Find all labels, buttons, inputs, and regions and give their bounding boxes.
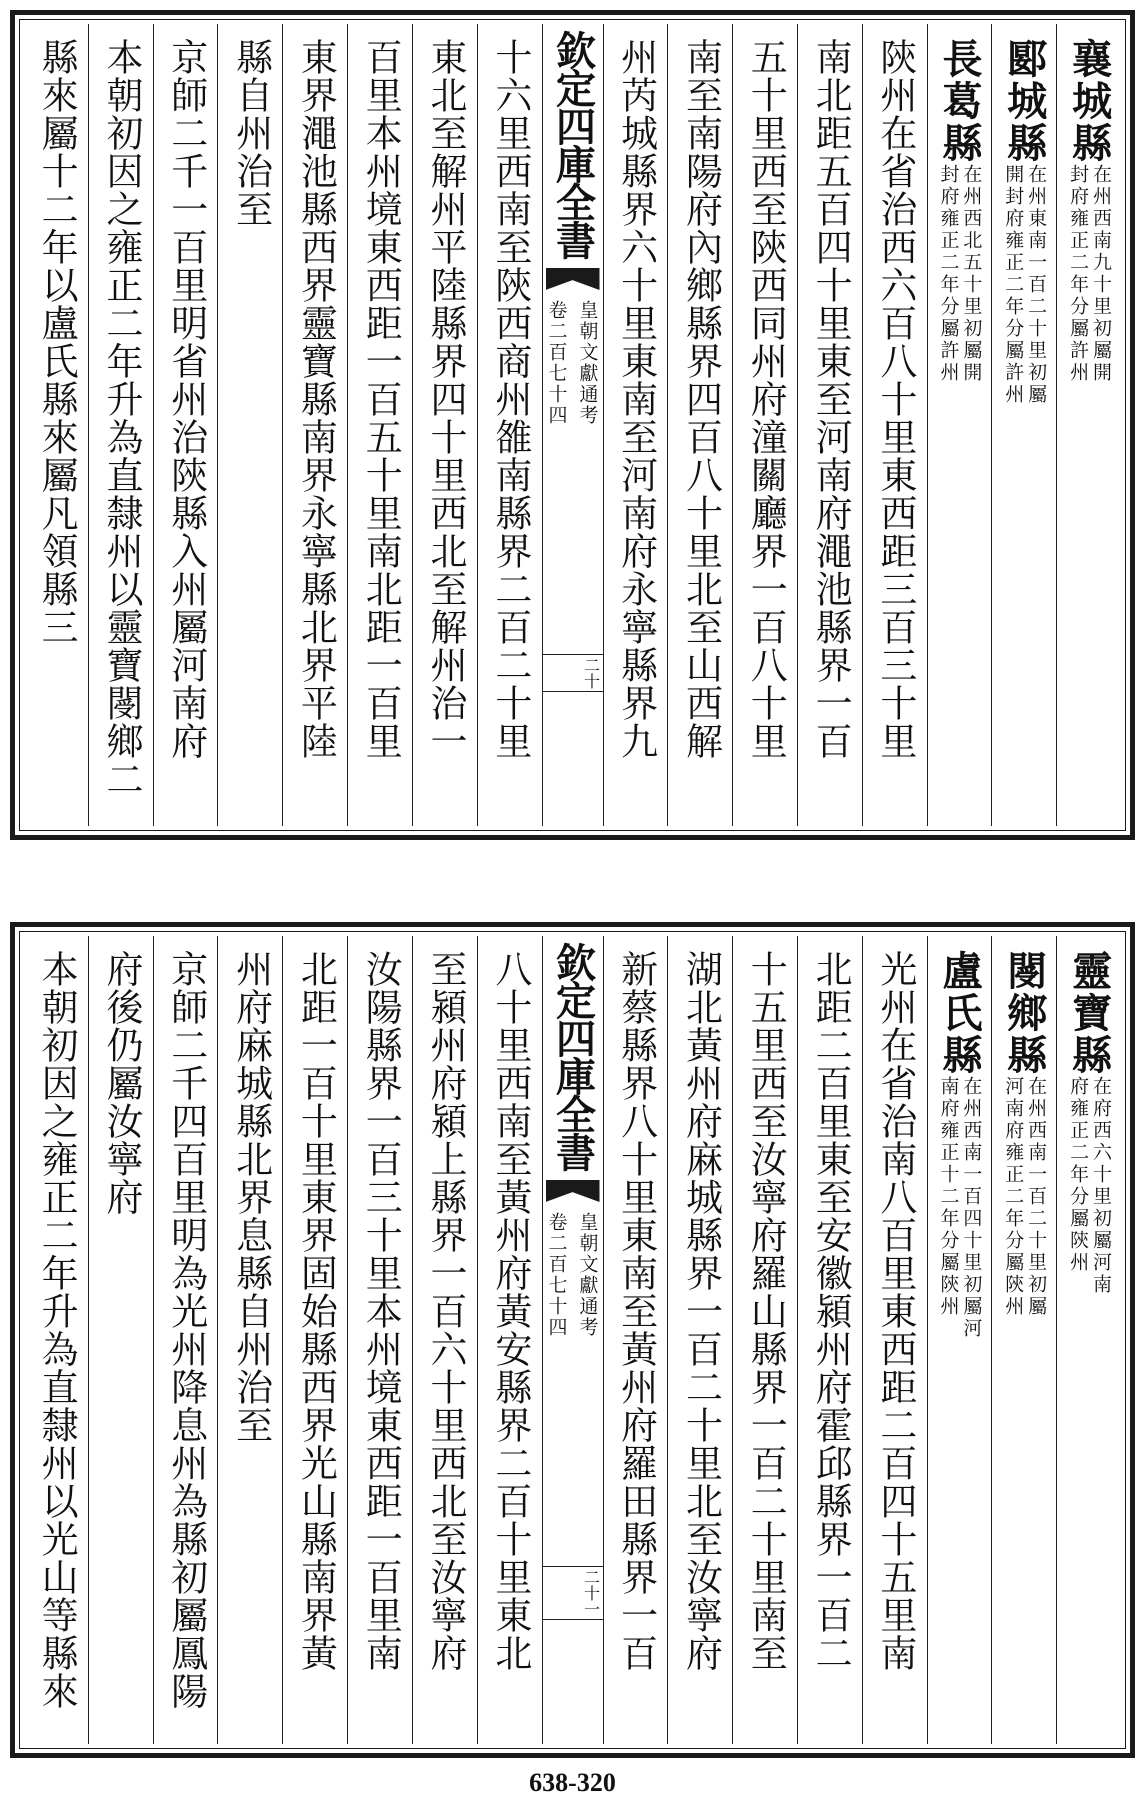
column-text: 府後仍屬汝寧府 xyxy=(99,950,143,1216)
center-subtitle-left: 卷二百七十四 xyxy=(545,300,568,426)
county-entry xyxy=(928,950,992,1636)
column-text: 州府麻城縣北界息縣自州治至 xyxy=(229,950,273,1444)
column-text: 東北至解州平陸縣界四十里西北至解州治一 xyxy=(424,38,468,760)
annotation-line-right: 在州西北五十里初屬開 xyxy=(960,164,983,384)
text-column xyxy=(283,24,348,826)
text-column xyxy=(218,24,283,826)
county-entry xyxy=(992,38,1056,724)
county-entry xyxy=(992,950,1056,1636)
text-column xyxy=(668,24,733,826)
lower-right-half xyxy=(604,936,1122,1744)
folio-marker: 二十一 xyxy=(543,1566,603,1620)
annotation-line-left: 南府雍正十二年分屬陝州 xyxy=(937,1076,960,1318)
text-column xyxy=(604,936,669,1744)
county-entry xyxy=(928,38,992,724)
text-column xyxy=(928,936,993,1744)
text-column xyxy=(798,936,863,1744)
column-text: 北距二百里東至安徽潁州府霍邱縣界一百二 xyxy=(809,950,853,1672)
annotation-line-right: 在州西南九十里初屬開 xyxy=(1089,164,1112,384)
county-entry xyxy=(1057,950,1121,1636)
text-column xyxy=(413,936,478,1744)
text-column xyxy=(733,936,798,1744)
column-text: 陝州在省治西六百八十里東西距三百三十里 xyxy=(873,38,917,760)
column-text: 南至南陽府內鄉縣界四百八十里北至山西解 xyxy=(679,38,723,760)
column-text: 北距一百十里東界固始縣西界光山縣南界黃 xyxy=(294,950,338,1672)
annotation xyxy=(1067,164,1111,724)
annotation xyxy=(1067,1076,1111,1636)
annotation-line-right: 在府西六十里初屬河南 xyxy=(1089,1076,1112,1296)
column-text: 京師二千四百里明為光州降息州為縣初屬鳳陽 xyxy=(164,950,208,1710)
annotation-line-left: 封府雍正二年分屬許州 xyxy=(937,164,960,384)
annotation-line-right: 在州西南一百四十里初屬河 xyxy=(960,1076,983,1340)
book-title: 欽定四庫全書 xyxy=(549,30,597,258)
annotation-line-left: 府雍正二年分屬陝州 xyxy=(1067,1076,1090,1274)
folio-marker: 二十 xyxy=(543,654,603,692)
text-column xyxy=(733,24,798,826)
column-text: 新蔡縣界八十里東南至黃州府羅田縣界一百 xyxy=(614,950,658,1672)
upper-left-half xyxy=(24,24,542,826)
text-column xyxy=(413,24,478,826)
column-text: 八十里西南至黃州府黃安縣界二百十里東北 xyxy=(488,950,532,1672)
center-subtitle-right: 皇朝文獻通考 xyxy=(576,300,599,426)
text-column xyxy=(348,24,413,826)
column-text: 光州在省治南八百里東西距二百四十五里南 xyxy=(873,950,917,1672)
fishtail-ornament xyxy=(546,268,600,290)
text-column xyxy=(992,24,1057,826)
upper-page-body xyxy=(24,24,1121,826)
page-number: 638-320 xyxy=(529,1768,616,1797)
text-column xyxy=(348,936,413,1744)
county-name: 閿鄉縣 xyxy=(1000,950,1048,1076)
text-column xyxy=(1057,936,1121,1744)
text-column xyxy=(154,24,219,826)
column-text: 五十里西至陝西同州府潼關廳界一百八十里 xyxy=(744,38,788,760)
text-column xyxy=(478,936,542,1744)
column-text: 縣來屬十二年以盧氏縣來屬凡領縣三 xyxy=(35,38,79,646)
upper-right-half xyxy=(604,24,1122,826)
county-name: 長葛縣 xyxy=(935,38,983,164)
text-column xyxy=(992,936,1057,1744)
column-text: 百里本州境東西距一百五十里南北距一百里 xyxy=(359,38,403,760)
center-subtitle xyxy=(544,1212,602,1338)
annotation-line-left: 封府雍正二年分屬許州 xyxy=(1067,164,1090,384)
text-column xyxy=(863,24,928,826)
text-column xyxy=(218,936,283,1744)
text-column xyxy=(863,936,928,1744)
column-text: 本朝初因之雍正二年升為直隸州以光山等縣來 xyxy=(35,950,79,1710)
column-text: 縣自州治至 xyxy=(229,38,273,228)
text-column xyxy=(89,24,154,826)
county-name: 郾城縣 xyxy=(1000,38,1048,164)
column-text: 州芮城縣界六十里東南至河南府永寧縣界九 xyxy=(614,38,658,760)
lower-left-half xyxy=(24,936,542,1744)
annotation xyxy=(938,164,982,724)
annotation-line-left: 河南府雍正二年分屬陝州 xyxy=(1002,1076,1025,1318)
county-name: 靈寶縣 xyxy=(1065,950,1113,1076)
book-title: 欽定四庫全書 xyxy=(549,942,597,1170)
text-column xyxy=(89,936,154,1744)
column-text: 汝陽縣界一百三十里本州境東西距一百里南 xyxy=(359,950,403,1672)
lower-page-body xyxy=(24,936,1121,1744)
text-column xyxy=(668,936,733,1744)
annotation-line-left: 開封府雍正二年分屬許州 xyxy=(1002,164,1025,406)
text-column xyxy=(154,936,219,1744)
annotation xyxy=(1002,1076,1046,1636)
column-text: 十六里西南至陝西商州雒南縣界二百二十里 xyxy=(488,38,532,760)
annotation-line-right: 在州東南一百二十里初屬 xyxy=(1025,164,1048,406)
text-column xyxy=(478,24,542,826)
county-entry xyxy=(1057,38,1121,724)
column-text: 至潁州府潁上縣界一百六十里西北至汝寧府 xyxy=(424,950,468,1672)
text-column xyxy=(24,936,89,1744)
column-text: 京師二千一百里明省州治陝縣入州屬河南府 xyxy=(164,38,208,760)
column-text: 十五里西至汝寧府羅山縣界一百二十里南至 xyxy=(744,950,788,1672)
county-name: 盧氏縣 xyxy=(935,950,983,1076)
text-column xyxy=(283,936,348,1744)
center-subtitle-left: 卷二百七十四 xyxy=(545,1212,568,1338)
center-subtitle xyxy=(544,300,602,426)
annotation xyxy=(938,1076,982,1636)
upper-page xyxy=(10,10,1135,840)
column-text: 本朝初因之雍正二年升為直隸州以靈寶閿鄉二 xyxy=(99,38,143,798)
column-text: 湖北黃州府麻城縣界一百二十里北至汝寧府 xyxy=(679,950,723,1672)
county-name: 襄城縣 xyxy=(1065,38,1113,164)
text-column xyxy=(798,24,863,826)
column-text: 南北距五百四十里東至河南府澠池縣界一百 xyxy=(809,38,853,760)
column-text: 東界澠池縣西界靈寶縣南界永寧縣北界平陸 xyxy=(294,38,338,760)
text-column xyxy=(604,24,669,826)
lower-center-column xyxy=(542,936,604,1744)
text-column xyxy=(1057,24,1121,826)
fishtail-ornament xyxy=(546,1180,600,1202)
text-column xyxy=(928,24,993,826)
text-column xyxy=(24,24,89,826)
upper-center-column xyxy=(542,24,604,826)
center-subtitle-right: 皇朝文獻通考 xyxy=(576,1212,599,1338)
annotation-line-right: 在州西南一百二十里初屬 xyxy=(1025,1076,1048,1318)
lower-page xyxy=(10,922,1135,1758)
annotation xyxy=(1002,164,1046,724)
